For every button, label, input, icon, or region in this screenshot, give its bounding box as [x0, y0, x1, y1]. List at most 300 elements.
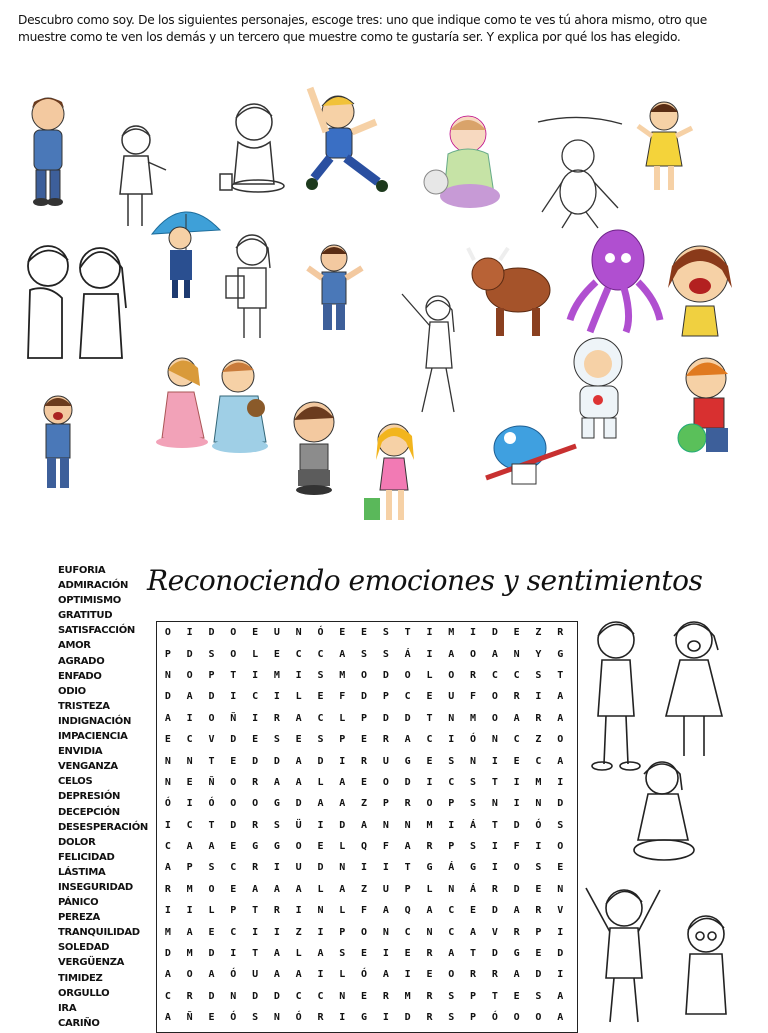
grid-letter[interactable]: Ó [164, 798, 171, 810]
grid-letter[interactable]: D [513, 883, 520, 895]
grid-letter[interactable]: A [208, 841, 215, 853]
grid-letter[interactable]: D [252, 755, 259, 767]
grid-letter[interactable]: N [404, 819, 411, 831]
grid-letter[interactable]: S [382, 627, 389, 639]
grid-letter[interactable]: E [404, 948, 411, 960]
grid-letter[interactable]: A [339, 776, 346, 788]
grid-letter[interactable]: D [339, 819, 346, 831]
grid-letter[interactable]: C [513, 734, 520, 746]
grid-letter[interactable]: T [426, 712, 433, 724]
grid-letter[interactable]: I [404, 969, 411, 981]
grid-letter[interactable]: A [339, 798, 346, 810]
grid-letter[interactable]: G [557, 648, 564, 660]
grid-letter[interactable]: N [230, 990, 237, 1002]
grid-letter[interactable]: D [208, 948, 215, 960]
grid-letter[interactable]: U [448, 691, 455, 703]
grid-letter[interactable]: I [273, 926, 280, 938]
grid-letter[interactable]: O [208, 712, 215, 724]
grid-letter[interactable]: I [382, 948, 389, 960]
grid-letter[interactable]: O [230, 798, 237, 810]
grid-letter[interactable]: U [295, 862, 302, 874]
grid-letter[interactable]: D [404, 776, 411, 788]
grid-letter[interactable]: S [470, 798, 477, 810]
grid-letter[interactable]: C [317, 712, 324, 724]
grid-letter[interactable]: S [339, 948, 346, 960]
grid-letter[interactable]: I [230, 948, 237, 960]
grid-letter[interactable]: N [382, 926, 389, 938]
grid-letter[interactable]: T [252, 948, 259, 960]
grid-letter[interactable]: R [513, 691, 520, 703]
grid-letter[interactable]: I [557, 926, 564, 938]
grid-letter[interactable]: M [535, 776, 542, 788]
grid-letter[interactable]: I [186, 627, 193, 639]
grid-letter[interactable]: V [557, 905, 564, 917]
grid-letter[interactable]: O [361, 669, 368, 681]
grid-letter[interactable]: A [317, 798, 324, 810]
grid-letter[interactable]: E [361, 776, 368, 788]
grid-letter[interactable]: A [513, 712, 520, 724]
grid-letter[interactable]: C [404, 691, 411, 703]
grid-letter[interactable]: N [164, 776, 171, 788]
grid-letter[interactable]: R [186, 990, 193, 1002]
grid-letter[interactable]: I [295, 905, 302, 917]
grid-letter[interactable]: I [252, 669, 259, 681]
grid-letter[interactable]: A [273, 948, 280, 960]
grid-letter[interactable]: A [295, 755, 302, 767]
grid-letter[interactable]: Ó [230, 969, 237, 981]
grid-letter[interactable]: A [557, 755, 564, 767]
grid-letter[interactable]: E [426, 691, 433, 703]
grid-letter[interactable]: D [382, 669, 389, 681]
grid-letter[interactable]: C [404, 926, 411, 938]
grid-letter[interactable]: I [557, 969, 564, 981]
grid-letter[interactable]: G [404, 755, 411, 767]
grid-letter[interactable]: N [491, 798, 498, 810]
grid-letter[interactable]: C [252, 691, 259, 703]
grid-letter[interactable]: N [448, 712, 455, 724]
grid-letter[interactable]: D [491, 948, 498, 960]
grid-letter[interactable]: O [491, 712, 498, 724]
grid-letter[interactable]: I [317, 819, 324, 831]
grid-letter[interactable]: V [208, 734, 215, 746]
grid-letter[interactable]: I [252, 712, 259, 724]
grid-letter[interactable]: I [448, 819, 455, 831]
grid-letter[interactable]: E [317, 691, 324, 703]
grid-letter[interactable]: N [557, 883, 564, 895]
grid-letter[interactable]: D [186, 648, 193, 660]
grid-letter[interactable]: D [557, 948, 564, 960]
grid-letter[interactable]: L [426, 883, 433, 895]
grid-letter[interactable]: R [426, 841, 433, 853]
grid-letter[interactable]: T [404, 627, 411, 639]
grid-letter[interactable]: N [295, 627, 302, 639]
grid-letter[interactable]: R [426, 1012, 433, 1024]
grid-letter[interactable]: Ó [361, 969, 368, 981]
grid-letter[interactable]: E [535, 948, 542, 960]
grid-letter[interactable]: E [208, 1012, 215, 1024]
grid-letter[interactable]: R [252, 776, 259, 788]
grid-letter[interactable]: I [491, 841, 498, 853]
grid-letter[interactable]: A [339, 883, 346, 895]
grid-letter[interactable]: L [339, 905, 346, 917]
grid-letter[interactable]: F [361, 905, 368, 917]
grid-letter[interactable]: O [491, 691, 498, 703]
grid-letter[interactable]: P [470, 1012, 477, 1024]
grid-letter[interactable]: I [361, 862, 368, 874]
grid-letter[interactable]: D [230, 819, 237, 831]
grid-letter[interactable]: I [186, 712, 193, 724]
grid-letter[interactable]: L [295, 948, 302, 960]
grid-letter[interactable]: A [513, 969, 520, 981]
grid-letter[interactable]: C [317, 990, 324, 1002]
grid-letter[interactable]: V [491, 926, 498, 938]
grid-letter[interactable]: A [557, 990, 564, 1002]
grid-letter[interactable]: C [448, 905, 455, 917]
grid-letter[interactable]: A [426, 905, 433, 917]
grid-letter[interactable]: D [382, 712, 389, 724]
grid-letter[interactable]: Ó [491, 1012, 498, 1024]
grid-letter[interactable]: G [513, 948, 520, 960]
grid-letter[interactable]: N [513, 648, 520, 660]
grid-letter[interactable]: O [230, 776, 237, 788]
grid-letter[interactable]: A [295, 969, 302, 981]
grid-letter[interactable]: E [426, 969, 433, 981]
grid-letter[interactable]: L [339, 712, 346, 724]
grid-letter[interactable]: S [535, 669, 542, 681]
grid-letter[interactable]: L [252, 648, 259, 660]
grid-letter[interactable]: C [164, 841, 171, 853]
grid-letter[interactable]: A [513, 905, 520, 917]
grid-letter[interactable]: U [382, 755, 389, 767]
grid-letter[interactable]: Ñ [208, 776, 215, 788]
grid-letter[interactable]: A [186, 841, 193, 853]
grid-letter[interactable]: O [470, 648, 477, 660]
grid-letter[interactable]: E [513, 755, 520, 767]
grid-letter[interactable]: E [252, 734, 259, 746]
grid-letter[interactable]: N [186, 755, 193, 767]
grid-letter[interactable]: A [186, 691, 193, 703]
grid-letter[interactable]: I [426, 627, 433, 639]
grid-letter[interactable]: P [361, 712, 368, 724]
grid-letter[interactable]: D [491, 905, 498, 917]
grid-letter[interactable]: S [535, 990, 542, 1002]
grid-letter[interactable]: D [208, 627, 215, 639]
grid-letter[interactable]: A [208, 969, 215, 981]
grid-letter[interactable]: D [208, 691, 215, 703]
grid-letter[interactable]: R [491, 883, 498, 895]
grid-letter[interactable]: T [491, 776, 498, 788]
grid-letter[interactable]: O [426, 798, 433, 810]
grid-letter[interactable]: I [186, 798, 193, 810]
grid-letter[interactable]: N [470, 755, 477, 767]
grid-letter[interactable]: E [230, 755, 237, 767]
grid-letter[interactable]: T [252, 905, 259, 917]
grid-letter[interactable]: C [317, 648, 324, 660]
grid-letter[interactable]: A [295, 712, 302, 724]
grid-letter[interactable]: Ó [317, 627, 324, 639]
grid-letter[interactable]: S [557, 819, 564, 831]
grid-letter[interactable]: E [361, 990, 368, 1002]
grid-letter[interactable]: I [164, 905, 171, 917]
grid-letter[interactable]: O [557, 841, 564, 853]
grid-letter[interactable]: R [513, 926, 520, 938]
grid-letter[interactable]: I [317, 969, 324, 981]
grid-letter[interactable]: Ó [208, 798, 215, 810]
grid-letter[interactable]: I [382, 1012, 389, 1024]
grid-letter[interactable]: I [339, 1012, 346, 1024]
grid-letter[interactable]: T [208, 819, 215, 831]
grid-letter[interactable]: I [230, 691, 237, 703]
grid-letter[interactable]: A [339, 648, 346, 660]
grid-letter[interactable]: I [470, 627, 477, 639]
grid-letter[interactable]: A [295, 883, 302, 895]
grid-letter[interactable]: S [382, 648, 389, 660]
grid-letter[interactable]: T [470, 948, 477, 960]
grid-letter[interactable]: S [470, 776, 477, 788]
grid-letter[interactable]: O [186, 669, 193, 681]
grid-letter[interactable]: S [317, 734, 324, 746]
grid-letter[interactable]: I [535, 691, 542, 703]
grid-letter[interactable]: C [164, 990, 171, 1002]
grid-letter[interactable]: I [164, 819, 171, 831]
grid-letter[interactable]: F [382, 841, 389, 853]
grid-letter[interactable]: M [186, 948, 193, 960]
grid-letter[interactable]: E [186, 776, 193, 788]
grid-letter[interactable]: Ó [230, 1012, 237, 1024]
grid-letter[interactable]: S [317, 669, 324, 681]
grid-letter[interactable]: P [164, 648, 171, 660]
grid-letter[interactable]: E [317, 841, 324, 853]
grid-letter[interactable]: R [557, 627, 564, 639]
grid-letter[interactable]: P [382, 691, 389, 703]
grid-letter[interactable]: A [317, 948, 324, 960]
grid-letter[interactable]: D [535, 969, 542, 981]
grid-letter[interactable]: L [339, 841, 346, 853]
grid-letter[interactable]: R [535, 905, 542, 917]
grid-letter[interactable]: E [230, 883, 237, 895]
grid-letter[interactable]: A [164, 712, 171, 724]
grid-letter[interactable]: Ñ [186, 1012, 193, 1024]
grid-letter[interactable]: O [208, 883, 215, 895]
grid-letter[interactable]: Ü [295, 819, 302, 831]
grid-letter[interactable]: E [252, 627, 259, 639]
grid-letter[interactable]: A [470, 926, 477, 938]
grid-letter[interactable]: D [361, 691, 368, 703]
grid-letter[interactable]: N [535, 798, 542, 810]
grid-letter[interactable]: R [361, 755, 368, 767]
grid-letter[interactable]: A [164, 1012, 171, 1024]
grid-letter[interactable]: R [317, 1012, 324, 1024]
grid-letter[interactable]: I [273, 862, 280, 874]
grid-letter[interactable]: N [164, 755, 171, 767]
grid-letter[interactable]: D [513, 819, 520, 831]
grid-letter[interactable]: Ó [295, 1012, 302, 1024]
grid-letter[interactable]: R [382, 734, 389, 746]
grid-letter[interactable]: A [448, 648, 455, 660]
grid-letter[interactable]: C [491, 669, 498, 681]
grid-letter[interactable]: Á [404, 648, 411, 660]
grid-letter[interactable]: M [339, 669, 346, 681]
grid-letter[interactable]: E [361, 948, 368, 960]
grid-letter[interactable]: D [230, 734, 237, 746]
grid-letter[interactable]: T [230, 669, 237, 681]
grid-letter[interactable]: E [470, 905, 477, 917]
grid-letter[interactable]: Z [535, 734, 542, 746]
grid-letter[interactable]: G [273, 798, 280, 810]
grid-letter[interactable]: O [230, 627, 237, 639]
grid-letter[interactable]: E [230, 841, 237, 853]
grid-letter[interactable]: S [208, 648, 215, 660]
grid-letter[interactable]: C [426, 734, 433, 746]
grid-letter[interactable]: N [273, 1012, 280, 1024]
grid-letter[interactable]: U [382, 883, 389, 895]
grid-letter[interactable]: S [273, 819, 280, 831]
grid-letter[interactable]: A [273, 883, 280, 895]
grid-letter[interactable]: A [557, 1012, 564, 1024]
grid-letter[interactable]: I [295, 669, 302, 681]
grid-letter[interactable]: D [164, 948, 171, 960]
grid-letter[interactable]: D [491, 627, 498, 639]
grid-letter[interactable]: A [448, 948, 455, 960]
grid-letter[interactable]: C [513, 669, 520, 681]
grid-letter[interactable]: N [426, 926, 433, 938]
grid-letter[interactable]: M [448, 627, 455, 639]
grid-letter[interactable]: D [404, 712, 411, 724]
grid-letter[interactable]: T [491, 990, 498, 1002]
grid-letter[interactable]: Y [535, 648, 542, 660]
grid-letter[interactable]: S [535, 862, 542, 874]
grid-letter[interactable]: P [382, 798, 389, 810]
grid-letter[interactable]: I [426, 648, 433, 660]
grid-letter[interactable]: C [186, 734, 193, 746]
grid-letter[interactable]: I [448, 734, 455, 746]
grid-letter[interactable]: N [382, 819, 389, 831]
grid-letter[interactable]: M [164, 926, 171, 938]
grid-letter[interactable]: I [535, 841, 542, 853]
grid-letter[interactable]: Z [295, 926, 302, 938]
grid-letter[interactable]: E [361, 734, 368, 746]
grid-letter[interactable]: O [230, 648, 237, 660]
grid-letter[interactable]: D [557, 798, 564, 810]
grid-letter[interactable]: O [448, 669, 455, 681]
grid-letter[interactable]: S [448, 755, 455, 767]
grid-letter[interactable]: S [470, 841, 477, 853]
grid-letter[interactable]: O [361, 926, 368, 938]
grid-letter[interactable]: D [252, 990, 259, 1002]
grid-letter[interactable]: C [448, 926, 455, 938]
grid-letter[interactable]: P [448, 798, 455, 810]
grid-letter[interactable]: I [339, 755, 346, 767]
grid-letter[interactable]: A [186, 926, 193, 938]
grid-letter[interactable]: S [361, 648, 368, 660]
grid-letter[interactable]: Z [361, 798, 368, 810]
grid-letter[interactable]: P [470, 990, 477, 1002]
grid-letter[interactable]: G [361, 1012, 368, 1024]
grid-letter[interactable]: F [470, 691, 477, 703]
grid-letter[interactable]: T [491, 819, 498, 831]
grid-letter[interactable]: O [252, 798, 259, 810]
grid-letter[interactable]: D [404, 1012, 411, 1024]
grid-letter[interactable]: A [273, 969, 280, 981]
grid-letter[interactable]: N [339, 862, 346, 874]
grid-letter[interactable]: R [426, 990, 433, 1002]
grid-letter[interactable]: E [535, 883, 542, 895]
grid-letter[interactable]: L [426, 669, 433, 681]
grid-letter[interactable]: E [426, 755, 433, 767]
grid-letter[interactable]: A [557, 712, 564, 724]
grid-letter[interactable]: E [164, 734, 171, 746]
grid-letter[interactable]: C [295, 990, 302, 1002]
grid-letter[interactable]: Ó [535, 819, 542, 831]
grid-letter[interactable]: Á [470, 883, 477, 895]
grid-letter[interactable]: C [230, 862, 237, 874]
grid-letter[interactable]: G [252, 841, 259, 853]
grid-letter[interactable]: R [273, 905, 280, 917]
grid-letter[interactable]: Ñ [230, 712, 237, 724]
grid-letter[interactable]: I [491, 755, 498, 767]
grid-letter[interactable]: O [448, 969, 455, 981]
grid-letter[interactable]: A [557, 691, 564, 703]
grid-letter[interactable]: O [295, 841, 302, 853]
grid-letter[interactable]: O [535, 1012, 542, 1024]
grid-letter[interactable]: P [339, 926, 346, 938]
grid-letter[interactable]: U [252, 969, 259, 981]
grid-letter[interactable]: R [273, 712, 280, 724]
grid-letter[interactable]: A [404, 841, 411, 853]
grid-letter[interactable]: E [361, 627, 368, 639]
grid-letter[interactable]: A [164, 969, 171, 981]
grid-letter[interactable]: P [448, 841, 455, 853]
grid-letter[interactable]: L [295, 691, 302, 703]
grid-letter[interactable]: M [273, 669, 280, 681]
grid-letter[interactable]: O [513, 1012, 520, 1024]
grid-letter[interactable]: R [164, 883, 171, 895]
grid-letter[interactable]: C [230, 926, 237, 938]
grid-letter[interactable]: I [186, 905, 193, 917]
grid-letter[interactable]: D [273, 990, 280, 1002]
grid-letter[interactable]: I [557, 776, 564, 788]
grid-letter[interactable]: P [208, 669, 215, 681]
grid-letter[interactable]: L [317, 883, 324, 895]
grid-letter[interactable]: A [382, 969, 389, 981]
grid-letter[interactable]: G [273, 841, 280, 853]
grid-letter[interactable]: I [491, 862, 498, 874]
grid-letter[interactable]: M [186, 883, 193, 895]
grid-letter[interactable]: N [491, 734, 498, 746]
grid-letter[interactable]: R [470, 969, 477, 981]
grid-letter[interactable]: P [535, 926, 542, 938]
grid-letter[interactable]: R [426, 948, 433, 960]
grid-letter[interactable]: I [252, 926, 259, 938]
grid-letter[interactable]: D [164, 691, 171, 703]
grid-letter[interactable]: R [535, 712, 542, 724]
grid-letter[interactable]: C [295, 648, 302, 660]
grid-letter[interactable]: Á [448, 862, 455, 874]
grid-letter[interactable]: R [470, 669, 477, 681]
grid-letter[interactable]: E [295, 734, 302, 746]
grid-letter[interactable]: S [448, 1012, 455, 1024]
grid-letter[interactable]: I [317, 926, 324, 938]
grid-letter[interactable]: Z [535, 627, 542, 639]
grid-letter[interactable]: F [513, 841, 520, 853]
grid-letter[interactable]: P [339, 734, 346, 746]
grid-letter[interactable]: C [186, 819, 193, 831]
grid-letter[interactable]: R [404, 798, 411, 810]
grid-letter[interactable]: I [273, 691, 280, 703]
grid-letter[interactable]: A [252, 883, 259, 895]
grid-letter[interactable]: E [557, 862, 564, 874]
grid-letter[interactable]: Q [361, 841, 368, 853]
